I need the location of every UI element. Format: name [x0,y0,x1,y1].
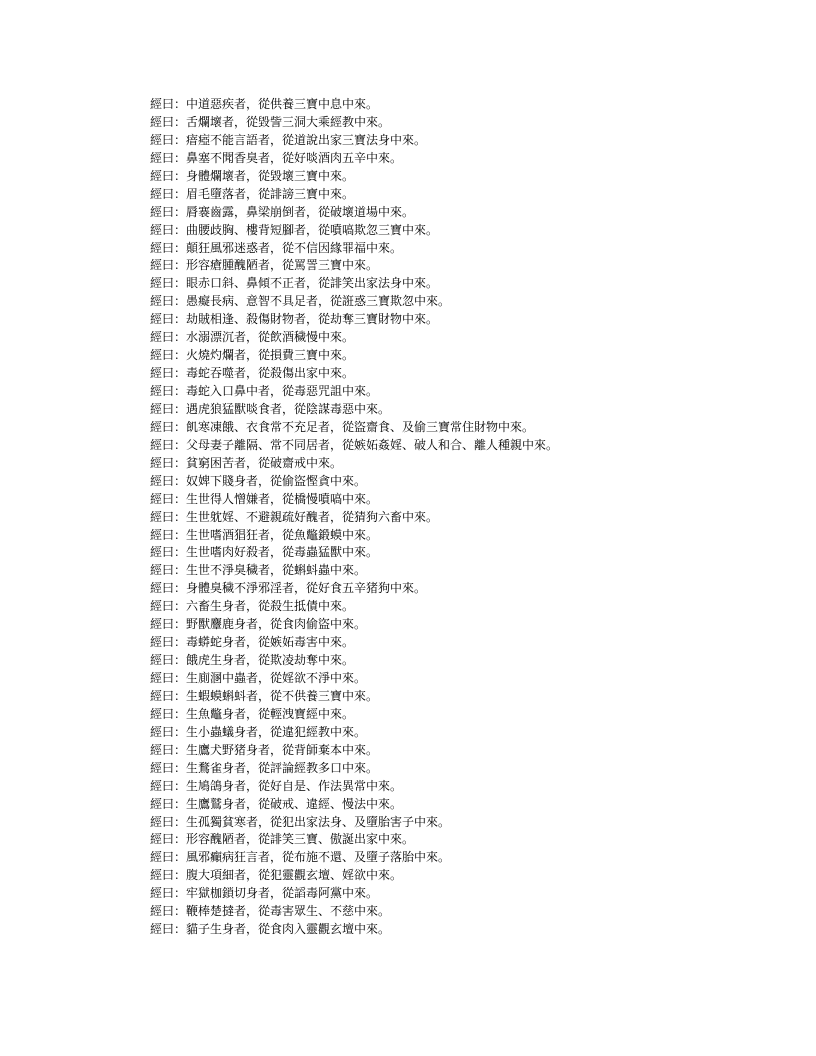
text-line: 經曰：生廁溷中蟲者，從婬欲不淨中來。 [150,671,367,685]
text-line: 經曰：毒蟒蛇身者，從嫉妬毒害中來。 [150,635,355,650]
text-line: 經曰：生鷹鷲身者，從破戒、違經、慢法中來。 [150,796,403,811]
text-line: 經曰：風邪癲病狂言者，從布施不還、及墮子落胎中來。 [150,850,451,865]
text-line: 經曰：餓虎生身者，從欺凌劫奪中來。 [150,653,355,668]
text-line: 經曰：眼赤口斜、鼻傾不正者，從誹笑出家法身中來。 [150,276,439,291]
document-page [150,96,790,939]
text-line: 經曰：生孤獨貧寒者，從犯出家法身、及墮胎害子中來。 [150,814,451,829]
text-line: 經曰：愚癡長病、意智不具足者，從誑惑三寶欺忽中來。 [150,294,451,309]
text-line: 經曰：身體臭穢不淨邪淫者，從好食五辛猪狗中來。 [150,581,427,596]
text-line: 經曰：水溺漂沉者，從飲酒穢慢中來。 [150,330,355,345]
text-line: 經曰：六畜生身者，從殺生抵債中來。 [150,599,355,614]
text-line: 經曰：曲腰歧胸、樓背短腳者，從噴嗃欺忽三寶中來。 [150,222,439,237]
text-line: 經曰：瘖瘂不能言語者，從道說出家三寶法身中來。 [150,132,427,147]
text-line: 經曰：生世得人憎嫌者，從橋慢噴嗃中來。 [150,491,379,506]
text-line: 經曰：毒蛇入口鼻中者，從毒惡咒詛中來。 [150,384,379,398]
text-line: 經曰：生蝦蟆蝌蚪者，從不供養三寶中來。 [150,688,379,703]
text-line: 經曰：脣褰齒露，鼻梁崩倒者，從破壞道場中來。 [150,204,415,219]
text-line: 經曰：眉毛墮落者，從誹謗三寶中來。 [150,186,355,201]
text-line: 經曰：生鷹犬野猪身者，從背師棄本中來。 [150,742,379,757]
text-line: 經曰：牢獄枷鎖切身者，從謟毒阿黨中來。 [150,886,379,901]
text-line: 經曰：劫賊相逢、殺傷財物者，從劫奪三寶財物中來。 [150,312,439,327]
text-line: 經曰：生小蟲蟻身者，從違犯經教中來。 [150,724,367,739]
text-line: 經曰：生世躭婬、不避親疏好醜者，從猜狗六畜中來。 [150,509,439,524]
text-line: 經曰：毒蛇吞噬者，從殺傷出家中來。 [150,366,355,381]
text-line: 經曰：貧窮困苦者，從破齋戒中來。 [150,455,343,470]
text-line: 經曰：生鳩鴿身者，從好自是、作法異常中來。 [150,778,403,793]
text-line: 經曰：生世嗜酒猖狂者，從魚鼈鍛蟆中來。 [150,527,379,542]
text-line: 經曰：鼻塞不聞香臭者，從好啖酒肉五辛中來。 [150,150,403,165]
text-line: 經曰：奴婢下賤身者，從偷盜慳貪中來。 [150,473,367,488]
text-line: 經曰：形容瘡腫醜陋者，從罵詈三寶中來。 [150,258,379,273]
text-line: 經曰：中道惡疾者，從供養三寶中息中來。 [150,97,379,111]
text-line: 經曰：舌爛壞者，從毀訾三洞大乘經教中來。 [150,114,391,129]
text-line: 經曰：父母妻子離隔、常不同居者，從嫉妬姦婬、破人和合、離人種親中來。 [150,437,559,452]
text-line: 經曰：火燒灼爛者，從損費三寶中來。 [150,348,355,363]
text-line: 經曰：身體爛壞者，從毀壞三寶中來。 [150,168,355,183]
text-line: 經曰：飢寒凍餓、衣食常不充足者，從盜齋食、及偷三寶常住財物中來。 [150,419,535,434]
text-line: 經曰：生魚鼈身者，從輕洩寶經中來。 [150,706,355,721]
text-line: 經曰：生鶩雀身者，從評論經教多口中來。 [150,760,379,775]
text-line: 經曰：顛狂風邪迷惑者，從不信因緣罪福中來。 [150,240,403,255]
text-line: 經曰：遇虎狼猛獸啖食者，從陰謀毒惡中來。 [150,401,391,416]
text-line: 經曰：鞭棒楚撻者，從毒害眾生、不慈中來。 [150,904,391,919]
text-line: 經曰：腹大項細者，從犯靈觀玄壇、婬欲中來。 [150,868,403,883]
text-line: 經曰：生世嗜肉好殺者，從毒蟲猛獸中來。 [150,545,379,560]
text-line: 經曰：野獸麞鹿身者，從食肉偷盜中來。 [150,617,367,632]
text-line: 經曰：貓子生身者，從食肉入靈觀玄壇中來。 [150,922,391,937]
text-line: 經曰：形容醜陋者，從誹笑三寶、傲誕出家中來。 [150,832,415,847]
text-line: 經曰：生世不淨臭穢者，從蝌蚪蟲中來。 [150,563,367,578]
